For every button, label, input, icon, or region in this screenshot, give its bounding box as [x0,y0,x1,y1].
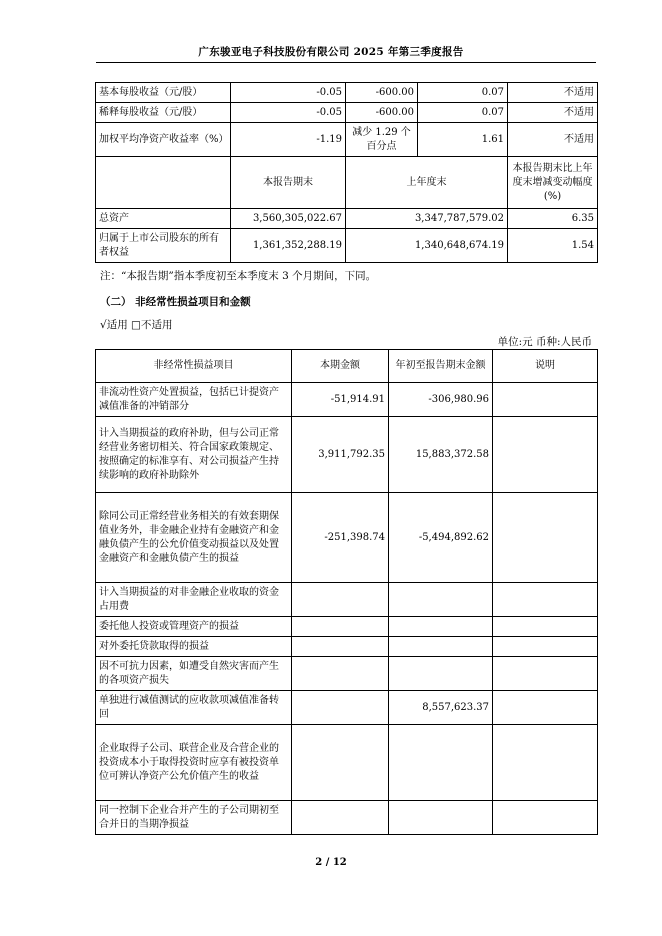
item-label: 单独进行减值测试的应收款项减值准备转回 [96,691,292,725]
table-row [96,229,598,263]
cell-value: 1,361,352,288.19 [231,229,346,263]
cell-value: -600.00 [346,83,418,103]
item-label: 企业取得子公司、联营企业及合营企业的投资成本小于取得投资时应享有被投资单位可辨认净资产公允价值产生的收益 [96,725,292,801]
table-row [96,83,598,103]
current-amount: -51,914.91 [292,383,389,417]
table-row [96,583,598,617]
cell-value: 1.54 [508,229,598,263]
table-row [96,725,598,801]
table-row [96,123,598,157]
column-header: 非经常性损益项目 [96,350,292,383]
cell-value: 不适用 [508,83,598,103]
header-rule [96,62,596,63]
current-amount [292,691,389,725]
current-amount [292,657,389,691]
table-row [96,383,598,417]
item-label: 同一控制下企业合并产生的子公司期初至合并日的当期净损益 [96,801,292,835]
cell-value: -600.00 [346,103,418,123]
table-row [96,493,598,583]
page-number: 2 / 12 [315,857,347,868]
table-row [96,209,598,229]
item-label: 委托他人投资或管理资产的损益 [96,617,292,637]
row-label: 稀释每股收益（元/股） [96,103,231,123]
ytd-amount [389,725,493,801]
item-note [493,801,598,835]
current-amount [292,617,389,637]
current-amount: 3,911,792.35 [292,417,389,493]
ytd-amount [389,583,493,617]
cell-value: -1.19 [231,123,346,157]
cell-value: 0.07 [418,103,508,123]
column-header: 说明 [493,350,598,383]
table-row [96,637,598,657]
item-note [493,637,598,657]
item-label: 对外委托贷款取得的损益 [96,637,292,657]
ytd-amount [389,637,493,657]
column-header: 本报告期末 [231,157,346,209]
item-note [493,493,598,583]
item-note [493,383,598,417]
column-header: 上年度末 [346,157,508,209]
table-row [96,657,598,691]
cell-value: -0.05 [231,83,346,103]
item-label: 非流动性资产处置损益，包括已计提资产减值准备的冲销部分 [96,383,292,417]
row-label: 基本每股收益（元/股） [96,83,231,103]
cell-value: 6.35 [508,209,598,229]
row-label: 总资产 [96,209,231,229]
item-note [493,691,598,725]
cell-value: 不适用 [508,103,598,123]
current-amount [292,583,389,617]
item-label: 除同公司正常经营业务相关的有效套期保值业务外，非金融企业持有金融资产和金融负债产生的公允价值变动损益以及处置金融资产和金融负债产生的损益 [96,493,292,583]
ytd-amount: 15,883,372.58 [389,417,493,493]
cell-value: 3,560,305,022.67 [231,209,346,229]
item-label: 计入当期损益的对非金融企业收取的资金占用费 [96,583,292,617]
cell-value: -0.05 [231,103,346,123]
item-note [493,617,598,637]
column-header: 年初至报告期末金额 [389,350,493,383]
current-amount [292,801,389,835]
table-header-row [96,350,598,383]
non-recurring-items-table [95,349,598,835]
report-header-title: 广东骏亚电子科技股份有限公司 2025 年第三季度报告 [198,46,464,58]
section-title: （二） 非经常性损益项目和金额 [100,296,251,308]
row-label: 加权平均净资产收益率（%） [96,123,231,157]
table-row [96,691,598,725]
item-label: 因不可抗力因素，如遭受自然灾害而产生的各项资产损失 [96,657,292,691]
cell-value: 减少 1.29 个百分点 [346,123,418,157]
empty-cell [96,157,231,209]
table-row [96,103,598,123]
ytd-amount: -306,980.96 [389,383,493,417]
cell-value: 1,340,648,674.19 [346,229,508,263]
ytd-amount [389,657,493,691]
table-row [96,801,598,835]
table-note: 注：“本报告期”指本季度初至本季度末 3 个月期间，下同。 [100,270,377,282]
cell-value: 1.61 [418,123,508,157]
applicable-checkbox-line: √适用 □不适用 [100,319,173,331]
row-label: 归属于上市公司股东的所有者权益 [96,229,231,263]
unit-currency-label: 单位:元 币种:人民币 [497,336,592,348]
column-header: 本期金额 [292,350,389,383]
current-amount [292,725,389,801]
table-row [96,417,598,493]
ytd-amount: -5,494,892.62 [389,493,493,583]
item-note [493,725,598,801]
cell-value: 不适用 [508,123,598,157]
table-row [96,617,598,637]
item-note [493,583,598,617]
item-note [493,657,598,691]
cell-value: 0.07 [418,83,508,103]
current-amount [292,637,389,657]
current-amount: -251,398.74 [292,493,389,583]
key-indicators-table [95,82,598,263]
item-label: 计入当期损益的政府补助，但与公司正常经营业务密切相关、符合国家政策规定、按照确定的标准享有、对公司损益产生持续影响的政府补助除外 [96,417,292,493]
ytd-amount: 8,557,623.37 [389,691,493,725]
ytd-amount [389,801,493,835]
table-subheader-row [96,157,598,209]
ytd-amount [389,617,493,637]
column-header: 本报告期末比上年度末增减变动幅度(%) [508,157,598,209]
cell-value: 3,347,787,579.02 [346,209,508,229]
item-note [493,417,598,493]
